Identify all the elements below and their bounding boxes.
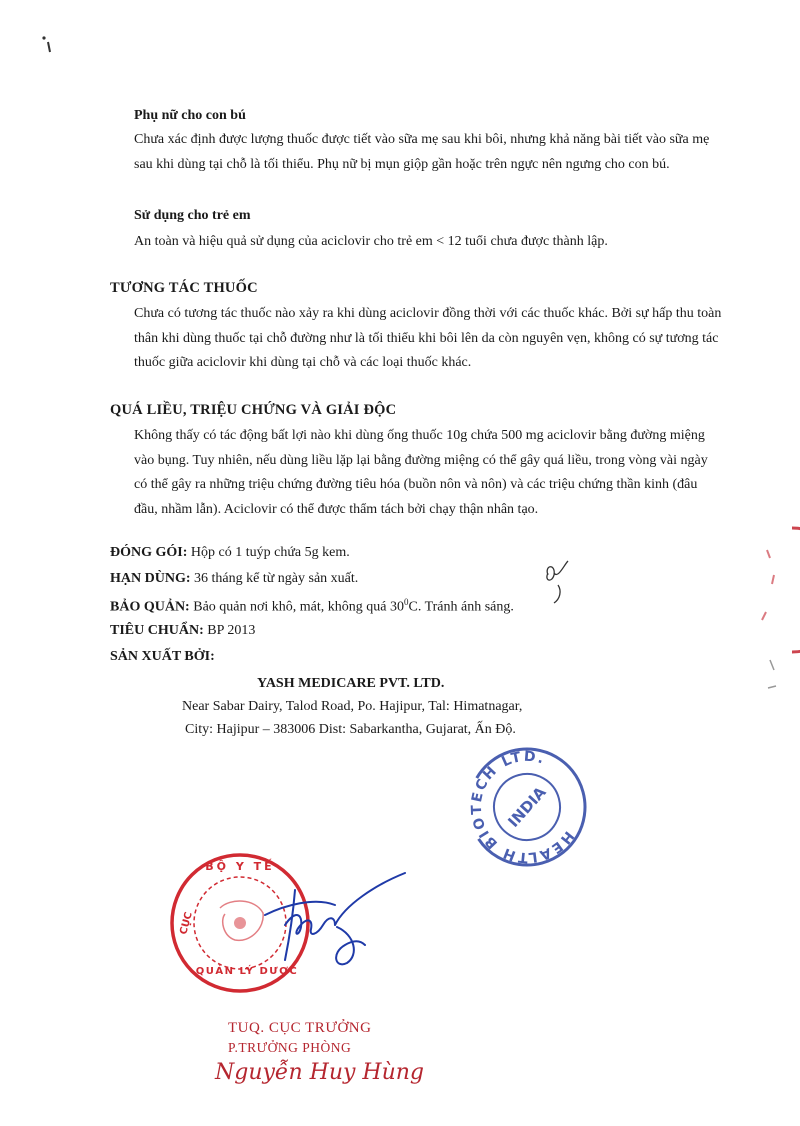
packaging-label: ĐÓNG GÓI:	[110, 545, 188, 560]
storage-value: Bảo quản nơi khô, mát, không quá 30	[189, 599, 404, 615]
manufacturer-label: SẢN XUẤT BỞI:	[110, 649, 215, 664]
storage-degree: 0	[404, 597, 409, 607]
signatory-title: TUQ. CỤC TRƯỞNG	[228, 1020, 372, 1036]
interactions-heading: TƯƠNG TÁC THUỐC	[110, 280, 258, 296]
signatory-name: Nguyễn Huy Hùng	[215, 1060, 425, 1085]
pediatric-heading: Sử dụng cho trẻ em	[134, 208, 251, 223]
overdose-text: Không thấy có tác động bất lợi nào khi dùng ống thuốc 10g chứa 500 mg aciclovir bằng đường miệng vào bụng. Tuy nhiên, nếu dùng liều lặp lại bằng đường miệng có thể gây quá liều, trong vòng vài ngày có thể gây ra những triệu chứng đường tiêu hóa (buồn nôn và nôn) và các triệu chứng thần kinh (đâu đầu, nhầm lẫn). Aciclovir có thể được thẩm tách bởi chạy thận nhân tạo.	[134, 428, 708, 517]
ministry-stamp-left-text: CỤC	[178, 910, 195, 936]
pediatric-text: An toàn và hiệu quả sử dụng của aciclovir cho trẻ em < 12 tuổi chưa được thành lập.	[134, 234, 608, 249]
breastfeeding-text: Chưa xác định được lượng thuốc được tiết vào sữa mẹ sau khi bôi, nhưng khả năng bài tiết vào sữa mẹ sau khi dùng tại chỗ là tối thiểu. Phụ nữ bị mụn giộp gần hoặc trên ngực nên ngưng cho con bú.	[134, 132, 710, 172]
ministry-stamp-top-text: BỘ Y TẾ	[205, 860, 275, 873]
director-signature-icon	[255, 865, 415, 975]
breastfeeding-heading: Phụ nữ cho con bú	[134, 108, 246, 123]
interactions-text: Chưa có tương tác thuốc nào xảy ra khi dùng aciclovir đồng thời với các thuốc khác. Bởi sự hấp thu toàn thân khi dùng thuốc tại chỗ đường như là tối thiểu khi bôi lên da còn nguyên vẹn, không có sự tương tác thuốc giữa aciclovir khi dùng tại chỗ và các loại thuốc khác.	[134, 306, 722, 370]
ministry-stamp-bottom-text: QUẢN LÝ DƯỢC	[195, 966, 299, 977]
expiry-value: 36 tháng kể từ ngày sản xuất.	[190, 571, 359, 586]
company-stamp-center-text: INDIA	[504, 783, 550, 831]
packaging-row	[110, 545, 350, 561]
storage-row	[110, 597, 514, 616]
scan-mark-icon	[40, 30, 70, 60]
expiry-label: HẠN DÙNG:	[110, 571, 191, 586]
signatory-position: P.TRƯỞNG PHÒNG	[228, 1040, 352, 1055]
initials-signature-icon	[540, 555, 580, 605]
manufacturer-address-line2: City: Hajipur – 383006 Dist: Sabarkantha, Gujarat, Ấn Độ.	[185, 722, 516, 737]
edge-stamp-icon	[722, 520, 800, 720]
expiry-row	[110, 571, 358, 587]
manufacturer-row	[110, 649, 215, 665]
signatory-block	[0, 1020, 800, 1110]
packaging-value: Hộp có 1 tuýp chứa 5g kem.	[187, 545, 350, 560]
company-stamp-ring-text: HEALTH BIOTECH LTD.	[468, 748, 577, 866]
standard-value: BP 2013	[203, 623, 256, 638]
manufacturer-name: YASH MEDICARE PVT. LTD.	[257, 676, 445, 691]
overdose-heading: QUÁ LIỀU, TRIỆU CHỨNG VÀ GIẢI ĐỘC	[110, 402, 397, 418]
storage-value-end: C. Tránh ánh sáng.	[408, 599, 514, 615]
storage-label: BẢO QUẢN:	[110, 599, 190, 615]
standard-label: TIÊU CHUẨN:	[110, 623, 204, 638]
company-stamp-icon	[462, 742, 592, 872]
manufacturer-block	[0, 676, 800, 746]
standard-row	[110, 623, 255, 639]
manufacturer-address-line1: Near Sabar Dairy, Talod Road, Po. Hajipur, Tal: Himatnagar,	[182, 699, 523, 714]
